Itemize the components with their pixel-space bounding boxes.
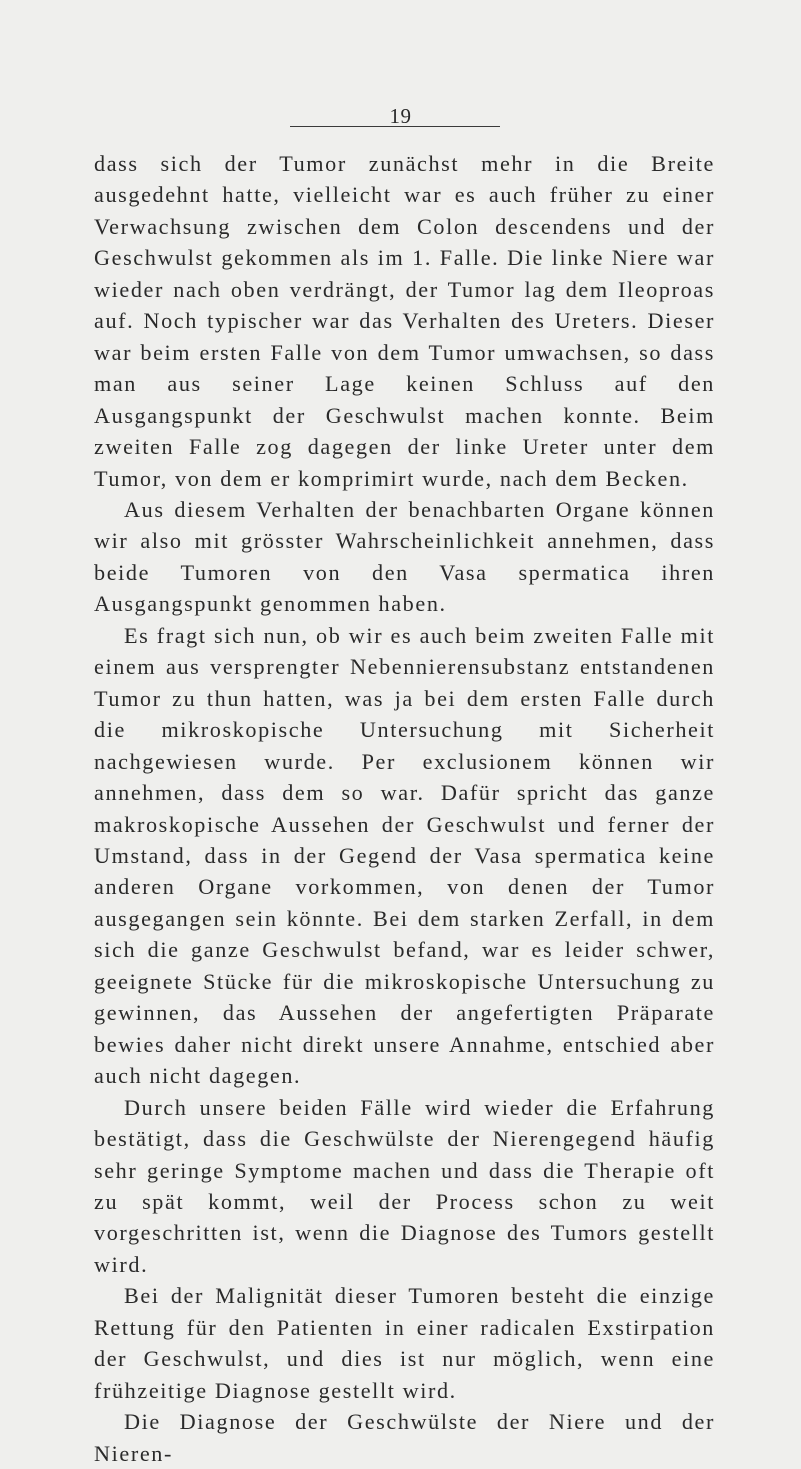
paragraph-3: Es fragt sich nun, ob wir es auch beim zweiten Falle mit einem aus versprengter Nebennierensubstanz entstandenen Tumor zu thun hatten, was ja bei dem ersten Falle durch die mikroskopische Untersuchung mit Sicherheit nachgewiesen wurde. Per exclusionem können wir annehmen, dass dem so war. Dafür spricht das ganze makroskopische Aussehen der Geschwulst und ferner der Umstand, dass in der Gegend der Vasa spermatica keine anderen Organe vorkommen, von denen der Tumor ausgegangen sein könnte. Bei dem starken Zerfall, in dem sich die ganze Geschwulst befand, war es leider schwer, geeignete Stücke für die mikroskopische Untersuchung zu gewinnen, das Aussehen der angefertigten Präparate bewies daher nicht direkt unsere Annahme, entschied aber auch nicht dagegen. [94, 622, 715, 1089]
body-text [94, 148, 715, 1469]
header-rule [290, 126, 500, 127]
paragraph-1: dass sich der Tumor zunächst mehr in die Breite ausgedehnt hatte, vielleicht war es auch früher zu einer Verwachsung zwischen dem Colon descendens und der Geschwulst gekommen als im 1. Falle. Die linke Niere war wieder nach oben verdrängt, der Tumor lag dem Ileoproas auf. Noch typischer war das Verhalten des Ureters. Dieser war beim ersten Falle von dem Tumor umwachsen, so dass man aus seiner Lage keinen Schluss auf den Ausgangspunkt der Geschwulst machen konnte. Beim zweiten Falle zog dagegen der linke Ureter unter dem Tumor, von dem er komprimirt wurde, nach dem Becken. [94, 151, 715, 491]
paragraph-4: Durch unsere beiden Fälle wird wieder die Erfahrung bestätigt, dass die Geschwülste der Nierengegend häufig sehr geringe Symptome machen und dass die Therapie oft zu spät kommt, weil der Process schon zu weit vorgeschritten ist, wenn die Diagnose des Tumors gestellt wird. [94, 1094, 715, 1277]
paragraph-5: Bei der Malignität dieser Tumoren besteht die einzige Rettung für den Patienten in einer radicalen Exstirpation der Geschwulst, und dies ist nur möglich, wenn eine frühzeitige Diagnose gestellt wird. [94, 1283, 715, 1403]
page-number: 19 [389, 104, 412, 128]
paragraph-2: Aus diesem Verhalten der benachbarten Organe können wir also mit grösster Wahrscheinlichkeit annehmen, dass beide Tumoren von den Vasa spermatica ihren Ausgangspunkt genommen haben. [94, 496, 715, 617]
paragraph-6: Die Diagnose der Geschwülste der Niere und der Nieren- [94, 1409, 715, 1466]
